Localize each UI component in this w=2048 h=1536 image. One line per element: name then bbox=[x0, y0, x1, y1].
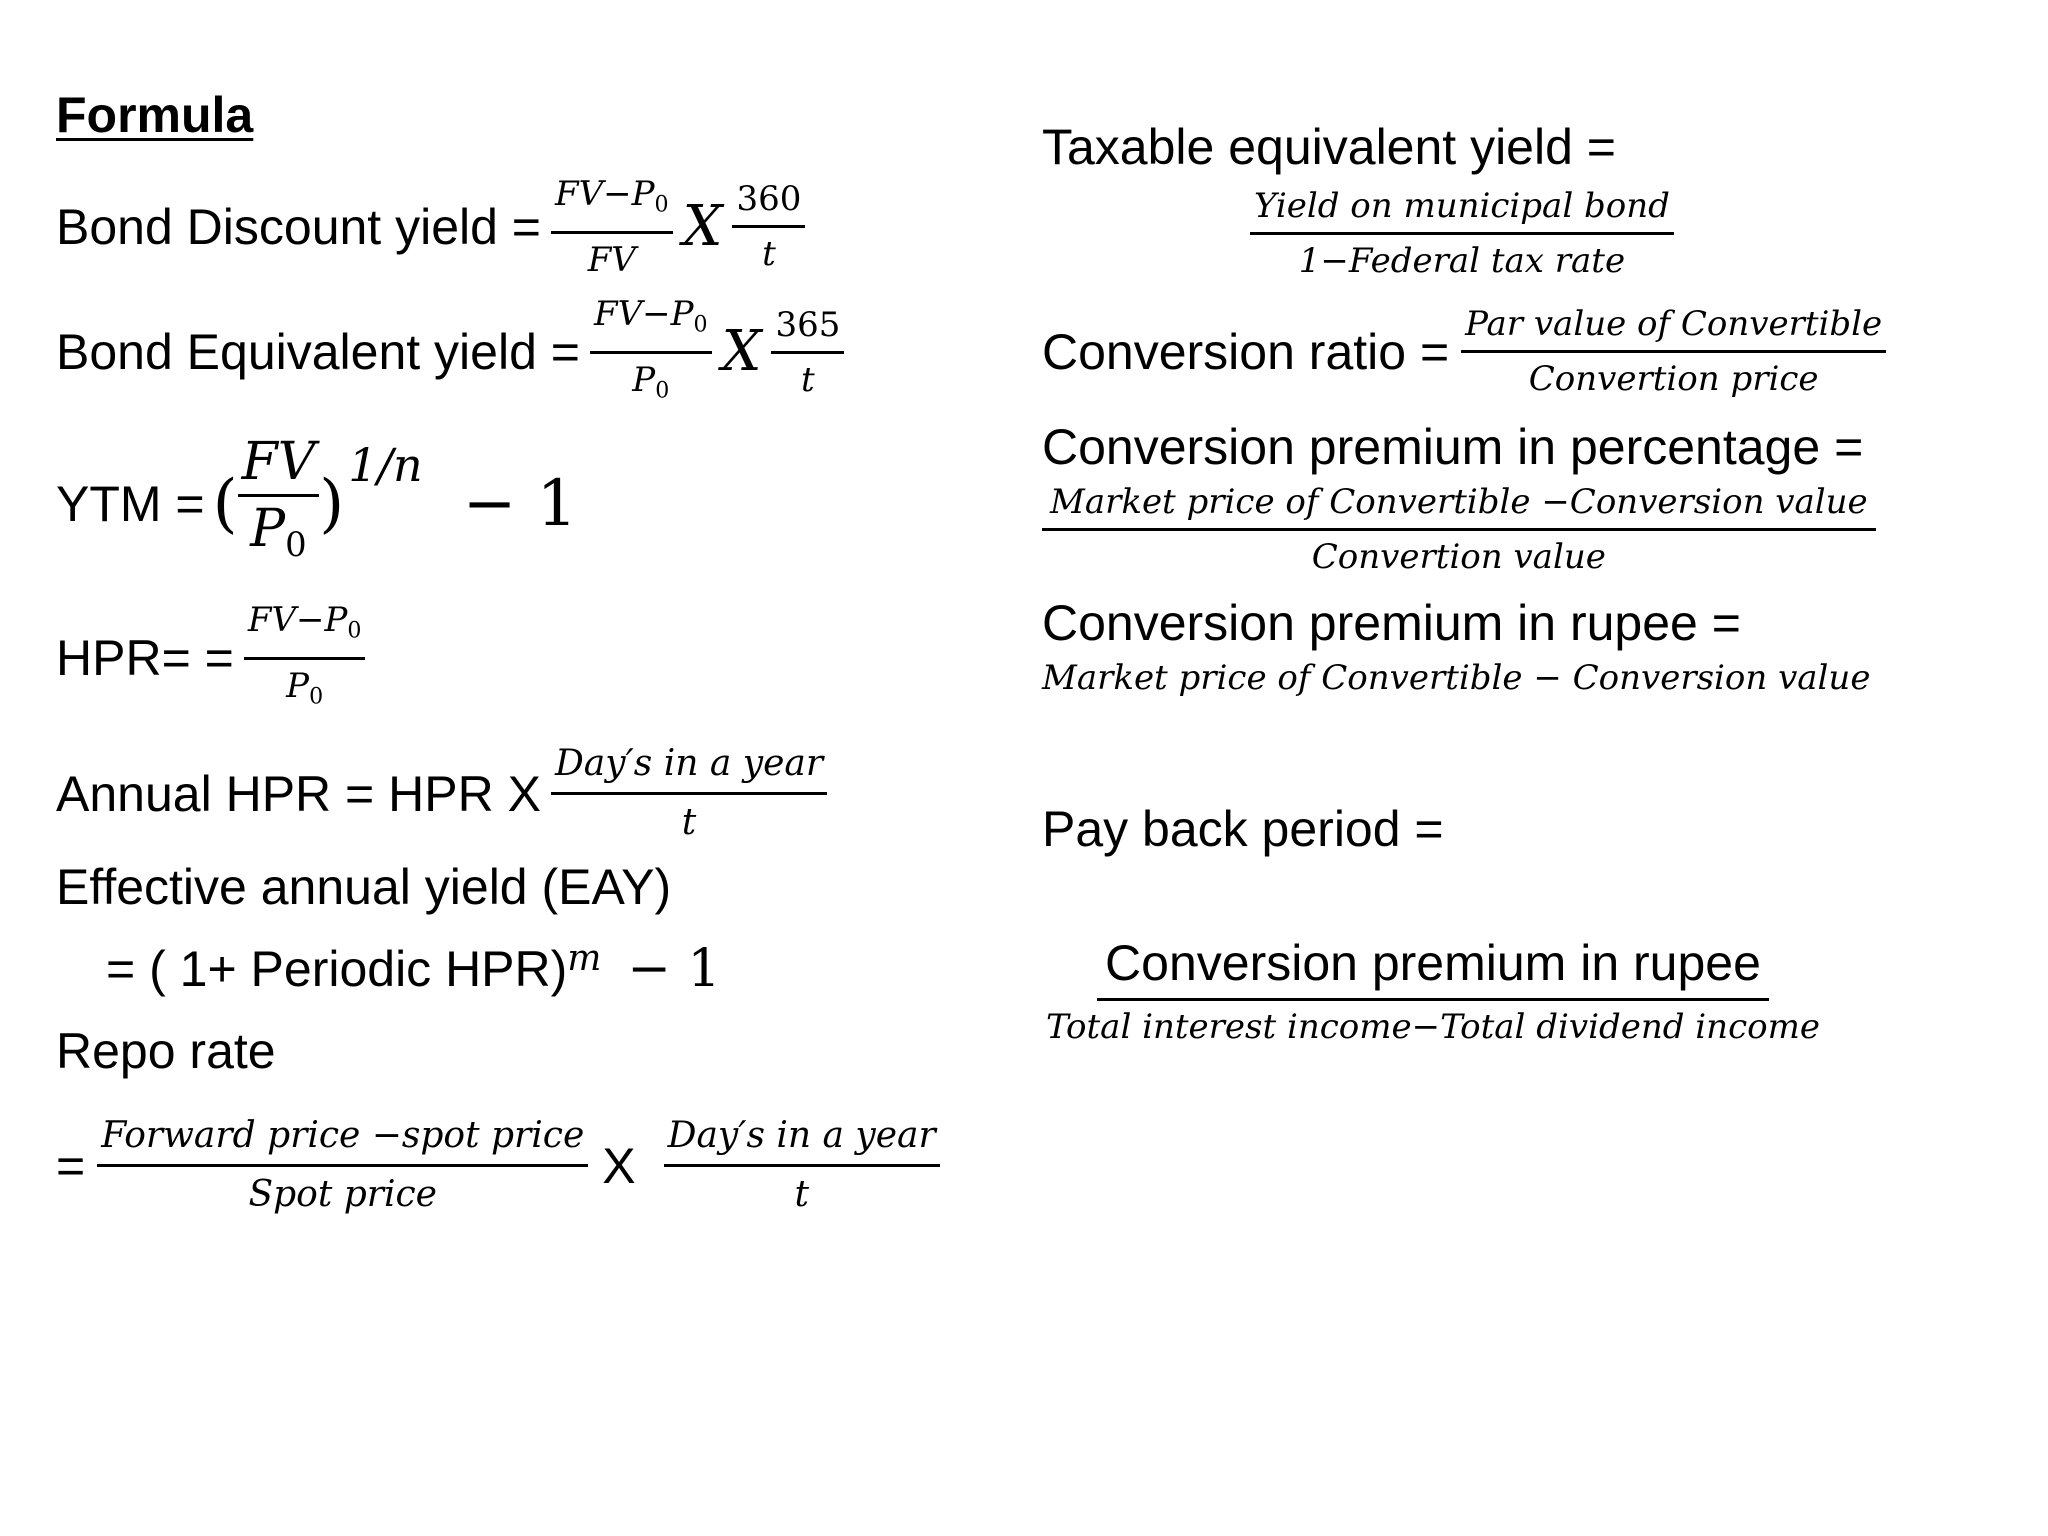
ytm-minus-one: − 1 bbox=[462, 466, 578, 541]
ytm-denominator: P bbox=[250, 499, 286, 559]
bond-equivalent-numerator: FV−P bbox=[593, 294, 694, 334]
bond-discount-times: X bbox=[682, 193, 723, 259]
conversion-premium-pct-denominator: Convertion value bbox=[1311, 537, 1606, 577]
bond-equivalent-numerator-sub: 0 bbox=[693, 311, 708, 338]
payback-period-fraction bbox=[1042, 934, 1824, 1051]
hpr-fraction bbox=[244, 596, 366, 720]
taxable-yield-label: Taxable equivalent yield = bbox=[1042, 119, 1616, 175]
bond-discount-yield-formula bbox=[56, 170, 805, 284]
ytm-denominator-sub: 0 bbox=[285, 525, 307, 565]
eay-minus-one: − 1 bbox=[627, 939, 721, 999]
payback-period-formula bbox=[1042, 934, 1824, 1051]
bond-discount-days-fraction bbox=[732, 175, 805, 278]
bond-equivalent-yield-formula bbox=[56, 290, 844, 414]
conversion-premium-pct-formula bbox=[1042, 478, 1876, 581]
taxable-yield-formula bbox=[1250, 182, 1674, 285]
repo-numerator: Forward price −spot price bbox=[97, 1110, 588, 1167]
annual-hpr-label: Annual HPR = HPR X bbox=[56, 765, 541, 822]
ytm-open-paren: ( bbox=[212, 466, 238, 541]
annual-hpr-numerator: Day′s in a year bbox=[551, 738, 827, 795]
annual-hpr-formula bbox=[56, 738, 827, 849]
taxable-yield-numerator: Yield on municipal bond bbox=[1250, 182, 1674, 235]
ytm-fraction bbox=[238, 432, 320, 575]
repo-days-fraction bbox=[664, 1110, 940, 1221]
bond-discount-days-denominator: t bbox=[762, 234, 776, 275]
eay-exponent: m bbox=[567, 938, 602, 979]
repo-days-numerator: Day′s in a year bbox=[664, 1110, 940, 1167]
bond-discount-days-numerator: 360 bbox=[732, 175, 805, 228]
page-title: Formula bbox=[56, 87, 254, 143]
repo-equals: = bbox=[56, 1137, 86, 1194]
bond-equivalent-label: Bond Equivalent yield = bbox=[56, 324, 580, 381]
bond-equivalent-denominator-sub: 0 bbox=[655, 377, 670, 404]
eay-expression: = ( 1+ Periodic HPR) bbox=[106, 941, 568, 997]
repo-denominator: Spot price bbox=[248, 1174, 437, 1215]
conversion-premium-rupee-expression: Market price of Convertible − Conversion value bbox=[1042, 658, 1871, 698]
eay-formula bbox=[106, 940, 721, 998]
ytm-formula bbox=[56, 432, 577, 575]
bond-discount-numerator: FV−P bbox=[555, 174, 655, 214]
bond-discount-fraction bbox=[551, 170, 673, 284]
bond-equivalent-days-numerator: 365 bbox=[771, 301, 844, 354]
bond-equivalent-times: X bbox=[721, 319, 762, 385]
payback-period-denominator: Total interest income−Total dividend income bbox=[1046, 1007, 1820, 1047]
conversion-premium-pct-fraction bbox=[1042, 478, 1876, 581]
payback-period-numerator: Conversion premium in rupee bbox=[1097, 934, 1769, 1001]
taxable-yield-denominator: 1−Federal tax rate bbox=[1298, 241, 1626, 281]
hpr-label: HPR= = bbox=[56, 630, 234, 687]
repo-days-denominator: t bbox=[794, 1174, 809, 1215]
conversion-ratio-formula bbox=[1042, 300, 1886, 403]
conversion-premium-rupee-label: Conversion premium in rupee = bbox=[1042, 595, 1741, 651]
hpr-denominator-sub: 0 bbox=[309, 683, 324, 710]
annual-hpr-denominator: t bbox=[681, 802, 697, 843]
ytm-exponent: 1/n bbox=[348, 438, 423, 492]
hpr-formula bbox=[56, 596, 365, 720]
bond-equivalent-fraction bbox=[590, 290, 712, 414]
repo-times: X bbox=[602, 1137, 636, 1194]
taxable-yield-fraction bbox=[1250, 182, 1674, 285]
bond-discount-label: Bond Discount yield = bbox=[56, 198, 542, 255]
annual-hpr-fraction bbox=[551, 738, 827, 849]
conversion-ratio-fraction bbox=[1461, 300, 1886, 403]
eay-label: Effective annual yield (EAY) bbox=[56, 859, 672, 915]
ytm-numerator: FV bbox=[238, 432, 320, 497]
bond-equivalent-denominator: P bbox=[632, 359, 656, 400]
hpr-numerator-sub: 0 bbox=[347, 617, 362, 644]
conversion-premium-pct-label: Conversion premium in percentage = bbox=[1042, 419, 1864, 475]
repo-fraction bbox=[97, 1110, 588, 1221]
ytm-close-paren: ) bbox=[319, 466, 345, 541]
bond-equivalent-days-denominator: t bbox=[801, 359, 815, 400]
bond-equivalent-days-fraction bbox=[771, 301, 844, 404]
ytm-label: YTM = bbox=[56, 475, 205, 532]
conversion-premium-pct-numerator: Market price of Convertible −Conversion value bbox=[1042, 478, 1876, 531]
hpr-denominator: P bbox=[286, 665, 310, 706]
conversion-ratio-denominator: Convertion price bbox=[1528, 359, 1819, 399]
conversion-ratio-label: Conversion ratio = bbox=[1042, 323, 1450, 380]
repo-rate-formula bbox=[56, 1110, 940, 1221]
hpr-numerator: FV−P bbox=[247, 600, 348, 640]
payback-period-label: Pay back period = bbox=[1042, 801, 1444, 857]
conversion-ratio-numerator: Par value of Convertible bbox=[1461, 300, 1886, 353]
repo-rate-label: Repo rate bbox=[56, 1023, 276, 1079]
bond-discount-numerator-sub: 0 bbox=[654, 191, 669, 218]
bond-discount-denominator: FV bbox=[587, 239, 636, 280]
